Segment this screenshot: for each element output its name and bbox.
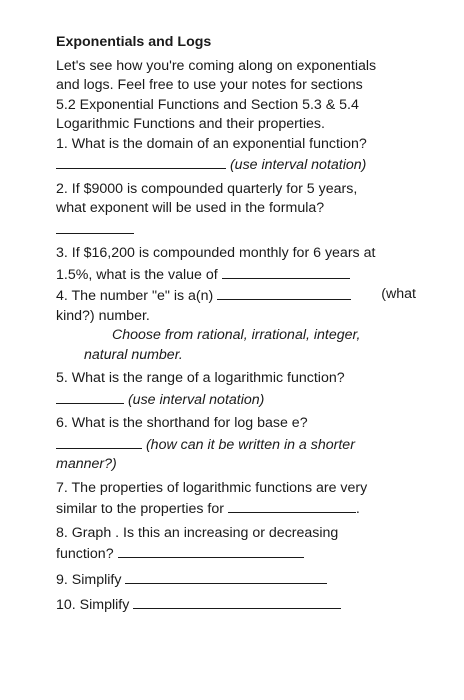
answer-blank[interactable] bbox=[222, 264, 350, 279]
intro-line: and logs. Feel free to use your notes for sections bbox=[56, 77, 363, 93]
question-text: . bbox=[355, 501, 360, 517]
answer-blank[interactable] bbox=[125, 569, 327, 584]
answer-blank[interactable] bbox=[56, 389, 124, 404]
worksheet bbox=[56, 33, 416, 616]
question-10 bbox=[56, 594, 416, 616]
question-note: manner?) bbox=[56, 456, 117, 472]
question-hint: Choose from rational, irrational, integer, bbox=[112, 327, 361, 343]
answer-blank[interactable] bbox=[56, 434, 142, 449]
question-1 bbox=[56, 135, 416, 176]
answer-blank[interactable] bbox=[118, 543, 304, 558]
question-8 bbox=[56, 524, 416, 565]
question-5 bbox=[56, 369, 416, 410]
question-text: 5. What is the range of a logarithmic function? bbox=[56, 370, 345, 386]
question-2 bbox=[56, 180, 416, 241]
intro-line: 5.2 Exponential Functions and Section 5.3 & 5.4 bbox=[56, 96, 359, 113]
question-text: 10. Simplify bbox=[56, 597, 130, 613]
question-note: (use interval notation) bbox=[229, 157, 367, 173]
question-9 bbox=[56, 569, 416, 591]
answer-blank[interactable] bbox=[56, 154, 226, 169]
answer-blank[interactable] bbox=[133, 594, 341, 609]
question-text: 9. Simplify bbox=[56, 571, 122, 588]
question-3 bbox=[56, 244, 416, 285]
question-text: 1.5%, what is the value of bbox=[56, 266, 218, 283]
answer-blank[interactable] bbox=[228, 498, 356, 513]
intro-paragraph bbox=[56, 57, 416, 135]
question-4 bbox=[56, 285, 416, 365]
question-7 bbox=[56, 479, 416, 520]
answer-blank[interactable] bbox=[56, 219, 134, 234]
intro-line: Let's see how you're coming along on exponentials bbox=[56, 57, 377, 74]
answer-blank[interactable] bbox=[217, 285, 351, 300]
question-6 bbox=[56, 414, 416, 475]
question-text: kind?) number. bbox=[56, 307, 150, 324]
question-text: 1. What is the domain of an exponential function? bbox=[56, 135, 367, 152]
question-text: 6. What is the shorthand for log base e? bbox=[56, 415, 308, 431]
question-note: (how can it be written in a shorter bbox=[145, 436, 355, 453]
question-text: 2. If $9000 is compounded quarterly for 5 years, bbox=[56, 180, 358, 197]
question-text: 4. The number "e" is a(n) bbox=[56, 288, 214, 304]
question-note: (use interval notation) bbox=[127, 391, 265, 408]
question-text: (what bbox=[381, 286, 416, 302]
question-text: similar to the properties for bbox=[56, 501, 224, 517]
question-text: 3. If $16,200 is compounded monthly for 6 years at bbox=[56, 245, 376, 261]
question-text: 8. Graph . Is this an increasing or decreasing bbox=[56, 524, 339, 541]
question-text: 7. The properties of logarithmic functions are very bbox=[56, 479, 368, 496]
question-text: function? bbox=[56, 546, 114, 562]
question-text: what exponent will be used in the formula? bbox=[56, 200, 325, 216]
worksheet-title: Exponentials and Logs bbox=[56, 34, 212, 50]
question-hint: natural number. bbox=[84, 346, 183, 363]
intro-line: Logarithmic Functions and their properties. bbox=[56, 116, 325, 132]
